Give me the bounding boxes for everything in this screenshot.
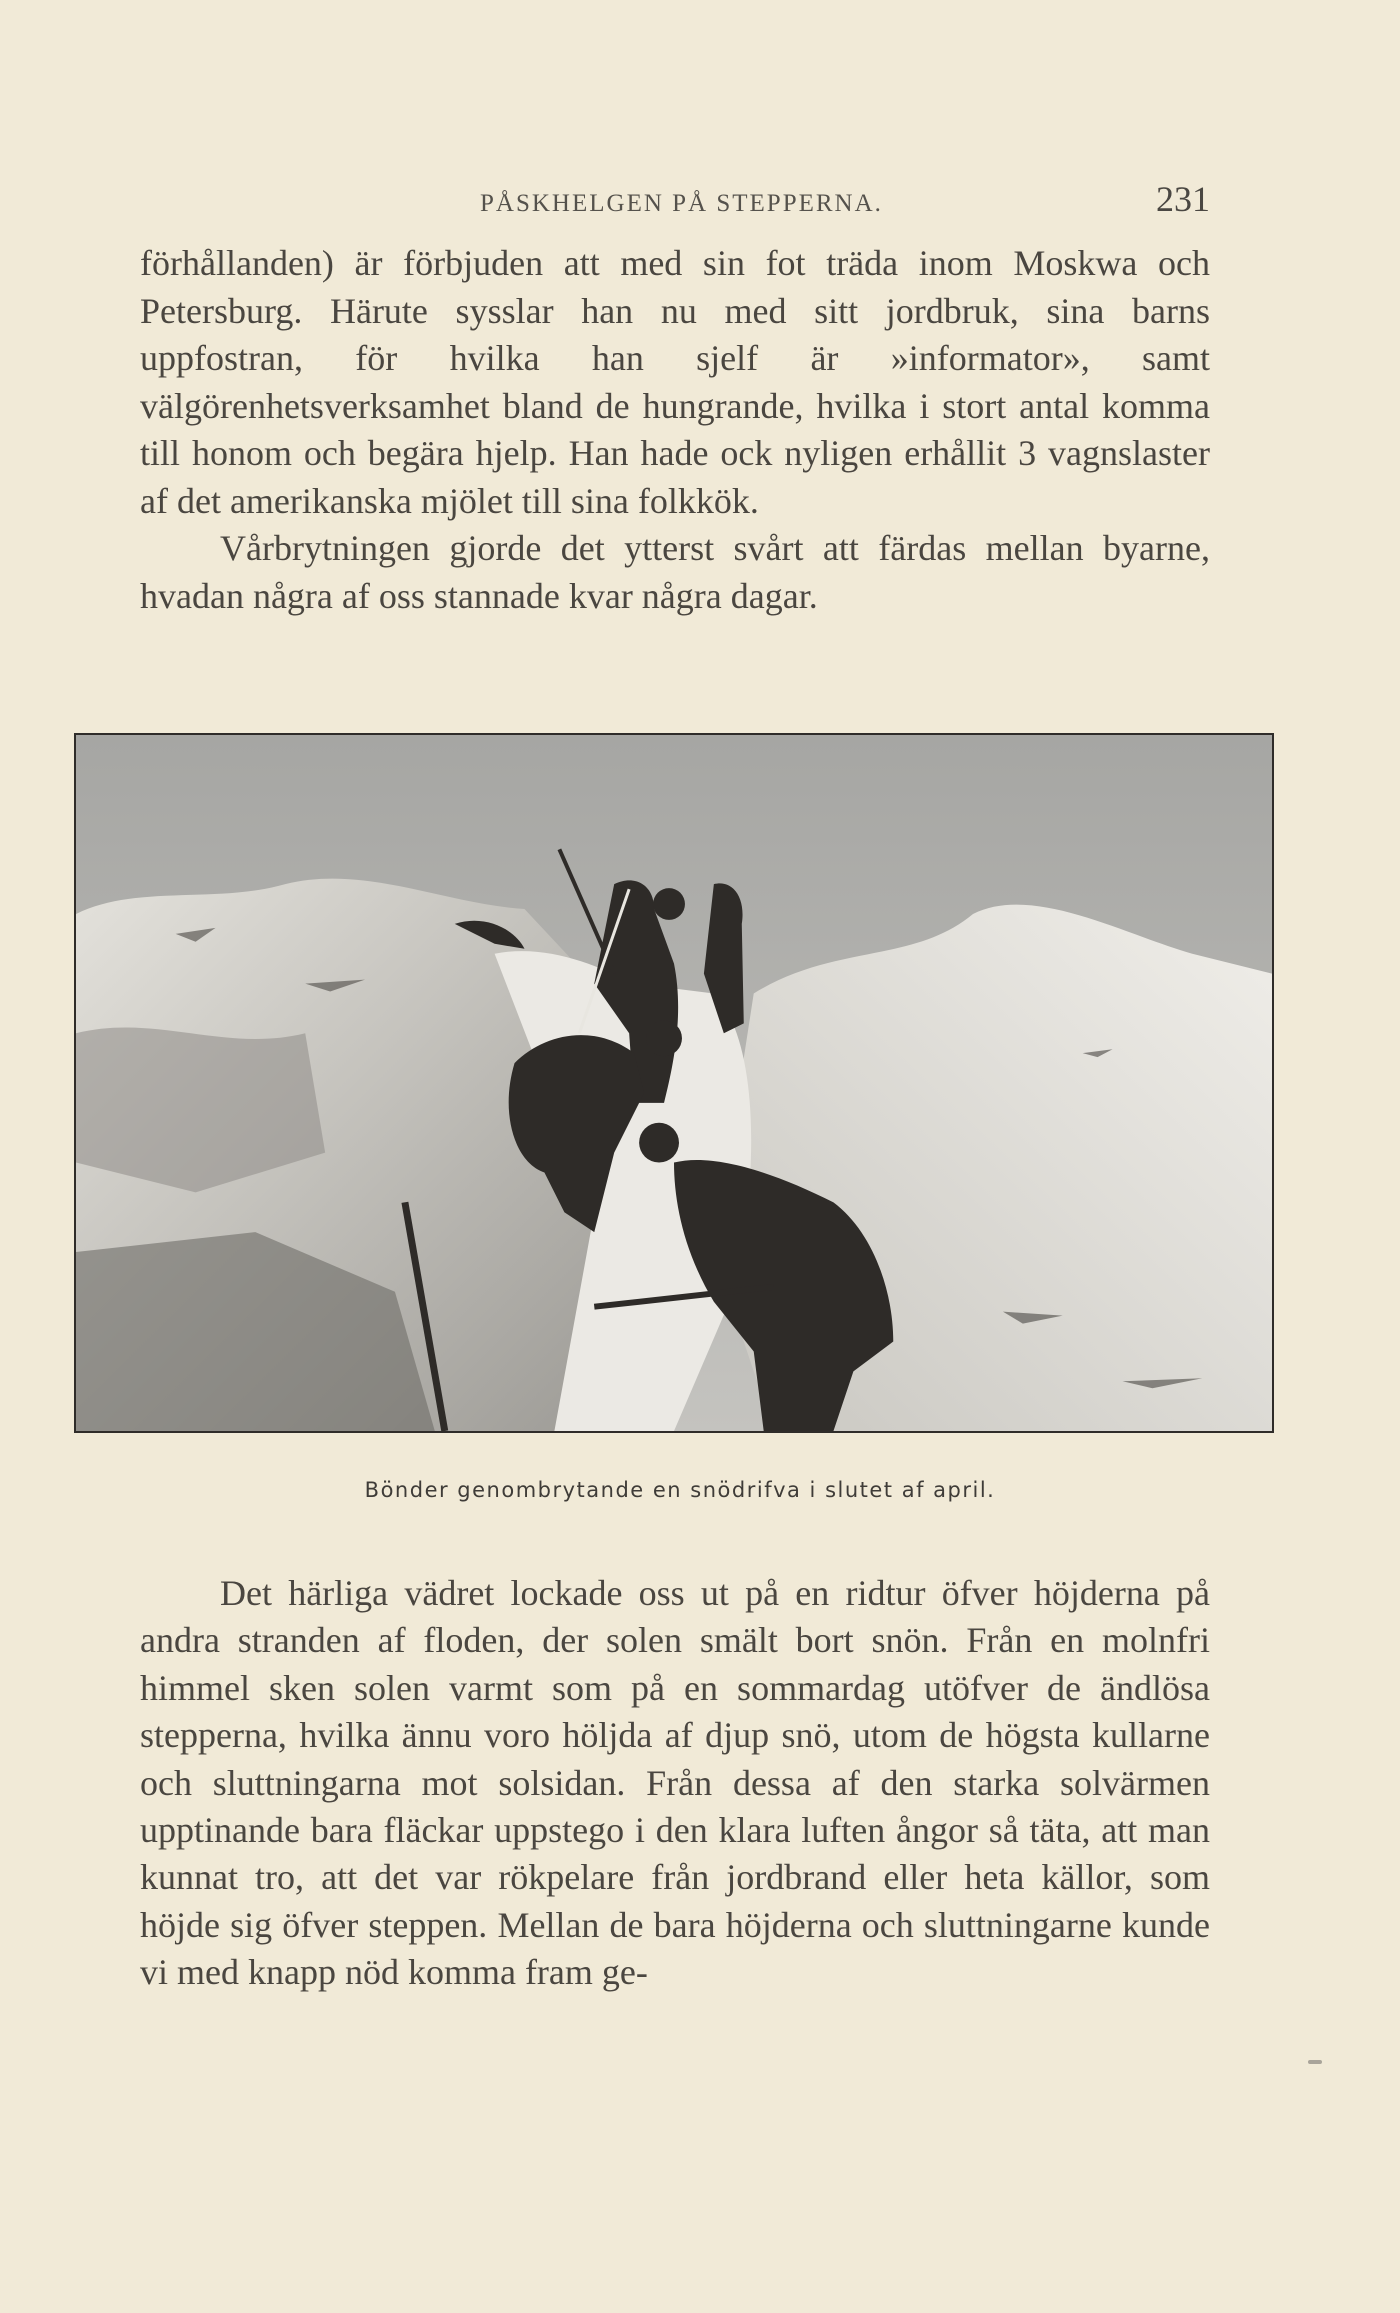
photograph	[74, 733, 1274, 1433]
photo-snowdrift-peasants	[76, 735, 1272, 1431]
figure-caption: Bönder genombrytande en snödrifva i slutet af april.	[364, 1478, 996, 1502]
paragraph: Vårbrytningen gjorde det ytterst svårt att färdas mellan byarne, hvadan några af oss stannade kvar några dagar.	[140, 528, 1210, 616]
body-text-top	[140, 240, 1210, 620]
paragraph: Det härliga vädret lockade oss ut på en ridtur öfver höjderna på andra stranden af floden, der solen smält bort snön. Från en molnfri himmel sken solen varmt som på en sommardag utöfver de ändlösa stepperna, hvilka ännu voro höljda af djup snö, utom de högsta kullarne och sluttningarna mot solsidan. Från dessa af den starka solvärmen upptinande bara fläckar uppstego i den klara luften ångor så täta, att man kunnat tro, att det var rökpelare från jordbrand eller heta källor, som höjde sig öfver steppen. Mellan de bara höjderna och sluttningarne kunde vi med knapp nöd komma fram ge-	[140, 1573, 1210, 1993]
paragraph-continuation: förhållanden) är förbjuden att med sin fot träda inom Moskwa och Petersburg. Härute sysslar han nu med sitt jordbruk, sina barns uppfostran, för hvilka han sjelf är »informator», samt välgörenhetsverksamhet bland de hungrande, hvilka i stort antal komma till honom och begära hjelp. Han hade ock nyligen erhållit 3 vagnslaster af det amerikanska mjölet till sina folkkök.	[140, 243, 1210, 521]
body-text-bottom	[140, 1570, 1210, 1997]
page-number: 231	[1156, 179, 1210, 219]
running-head	[140, 178, 1210, 228]
running-title: PÅSKHELGEN PÅ STEPPERNA.	[480, 190, 883, 217]
ink-mark	[1308, 2060, 1322, 2064]
